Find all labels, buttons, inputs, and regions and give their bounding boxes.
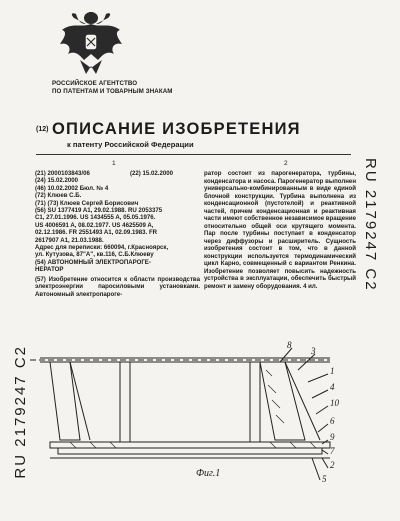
technical-drawing [30, 330, 370, 490]
field-24: (24) 15.02.2000 [35, 177, 79, 185]
field-56-line-3: US 4006591 A, 08.02.1977. US 4625509 A, [35, 221, 154, 229]
drawing-label-5: 5 [322, 474, 327, 484]
double-headed-eagle-emblem-icon [58, 10, 124, 80]
document-subtitle: к патенту Российской Федерации [67, 140, 194, 149]
document-title: ОПИСАНИЕ ИЗОБРЕТЕНИЯ [52, 120, 301, 138]
drawing-label-10: 10 [330, 398, 339, 408]
abstract-continuation: ратор состоит из парогенератора, турбины, конденсатора и насоса. Парогенератор выполнен универсально-комбинированным в виде единой блочной конструкции. Турбина выполнена из конденсационной (пустотелой) и реактивной частей, причем конденсационная и реактивная части имеют собственное независимое вращение относительно общей оси крутящего момента. Пар после турбины поступает в конденсатор через диффузоры и расширитель. Сущность изобретения состоит в том, что в данной конструкции используется термодинамический цикл Карно, совмещенный с вариантом Ренкина. Изобретение позволяет повысить надежность устройства в эксплуатации, обеспечить быстрый ремонт и замену оборудования. 4 ил. [204, 170, 356, 290]
code-12: (12) [36, 126, 49, 133]
column-number-right: 2 [284, 160, 288, 167]
field-22: (22) 15.02.2000 [130, 170, 174, 177]
address-line-2: ул. Кутузова, 87"А", кв.116, С.Б.Клюеву [35, 251, 154, 259]
field-57-abstract-start: (57) Изобретение относится к области производства электроэнергии паросиловыми установками. Автономный электропароге- [35, 275, 200, 298]
field-56-line-4: 02.12.1986. FR 2551493 A1, 02.09.1983. FR [35, 229, 158, 237]
side-code-left: RU 2179247 C2 [12, 345, 29, 479]
field-54-line-1: (54) АВТОНОМНЫЙ ЭЛЕКТРОПАРОГЕ- [35, 258, 151, 266]
address-line-1: Адрес для переписки: 660094, г.Красноярск, [35, 244, 169, 252]
field-56-line-2: C1, 27.01.1996. US 1434555 A, 05.05.1976. [35, 214, 156, 222]
bibliographic-data [35, 170, 200, 298]
agency-line-1: РОССИЙСКОЕ АГЕНТСТВО [52, 80, 138, 87]
figure-caption: Фиг.1 [196, 468, 221, 479]
drawing-label-7: 7 [330, 446, 335, 456]
drawing-label-9: 9 [330, 432, 335, 442]
header-rule [36, 154, 351, 155]
drawing-label-4: 4 [330, 382, 335, 392]
drawing-label-2: 2 [330, 460, 335, 470]
column-number-left: 1 [112, 160, 116, 167]
field-71-73: (71) (73) Клюев Сергей Борисович [35, 199, 139, 207]
agency-name [52, 80, 202, 96]
drawing-label-6: 6 [330, 416, 335, 426]
agency-line-2: ПО ПАТЕНТАМ И ТОВАРНЫМ ЗНАКАМ [52, 88, 173, 95]
drawing-label-8: 8 [287, 340, 292, 350]
field-46: (46) 10.02.2002 Бюл. № 4 [35, 184, 109, 192]
side-code-right: RU 2179247 C2 [362, 158, 379, 292]
field-72: (72) Клюев С.Б. [35, 192, 82, 200]
field-54-line-2: НЕРАТОР [35, 266, 64, 274]
field-56-line-5: 2617907 A1, 21.03.1988. [35, 236, 104, 244]
drawing-label-1: 1 [330, 366, 335, 376]
drawing-label-3: 3 [311, 346, 316, 356]
field-56-line-1: (56) SU 1377419 A1, 29.02.1988. RU 2053375 [35, 207, 163, 215]
field-21: (21) 2000103843/06 [35, 170, 90, 177]
